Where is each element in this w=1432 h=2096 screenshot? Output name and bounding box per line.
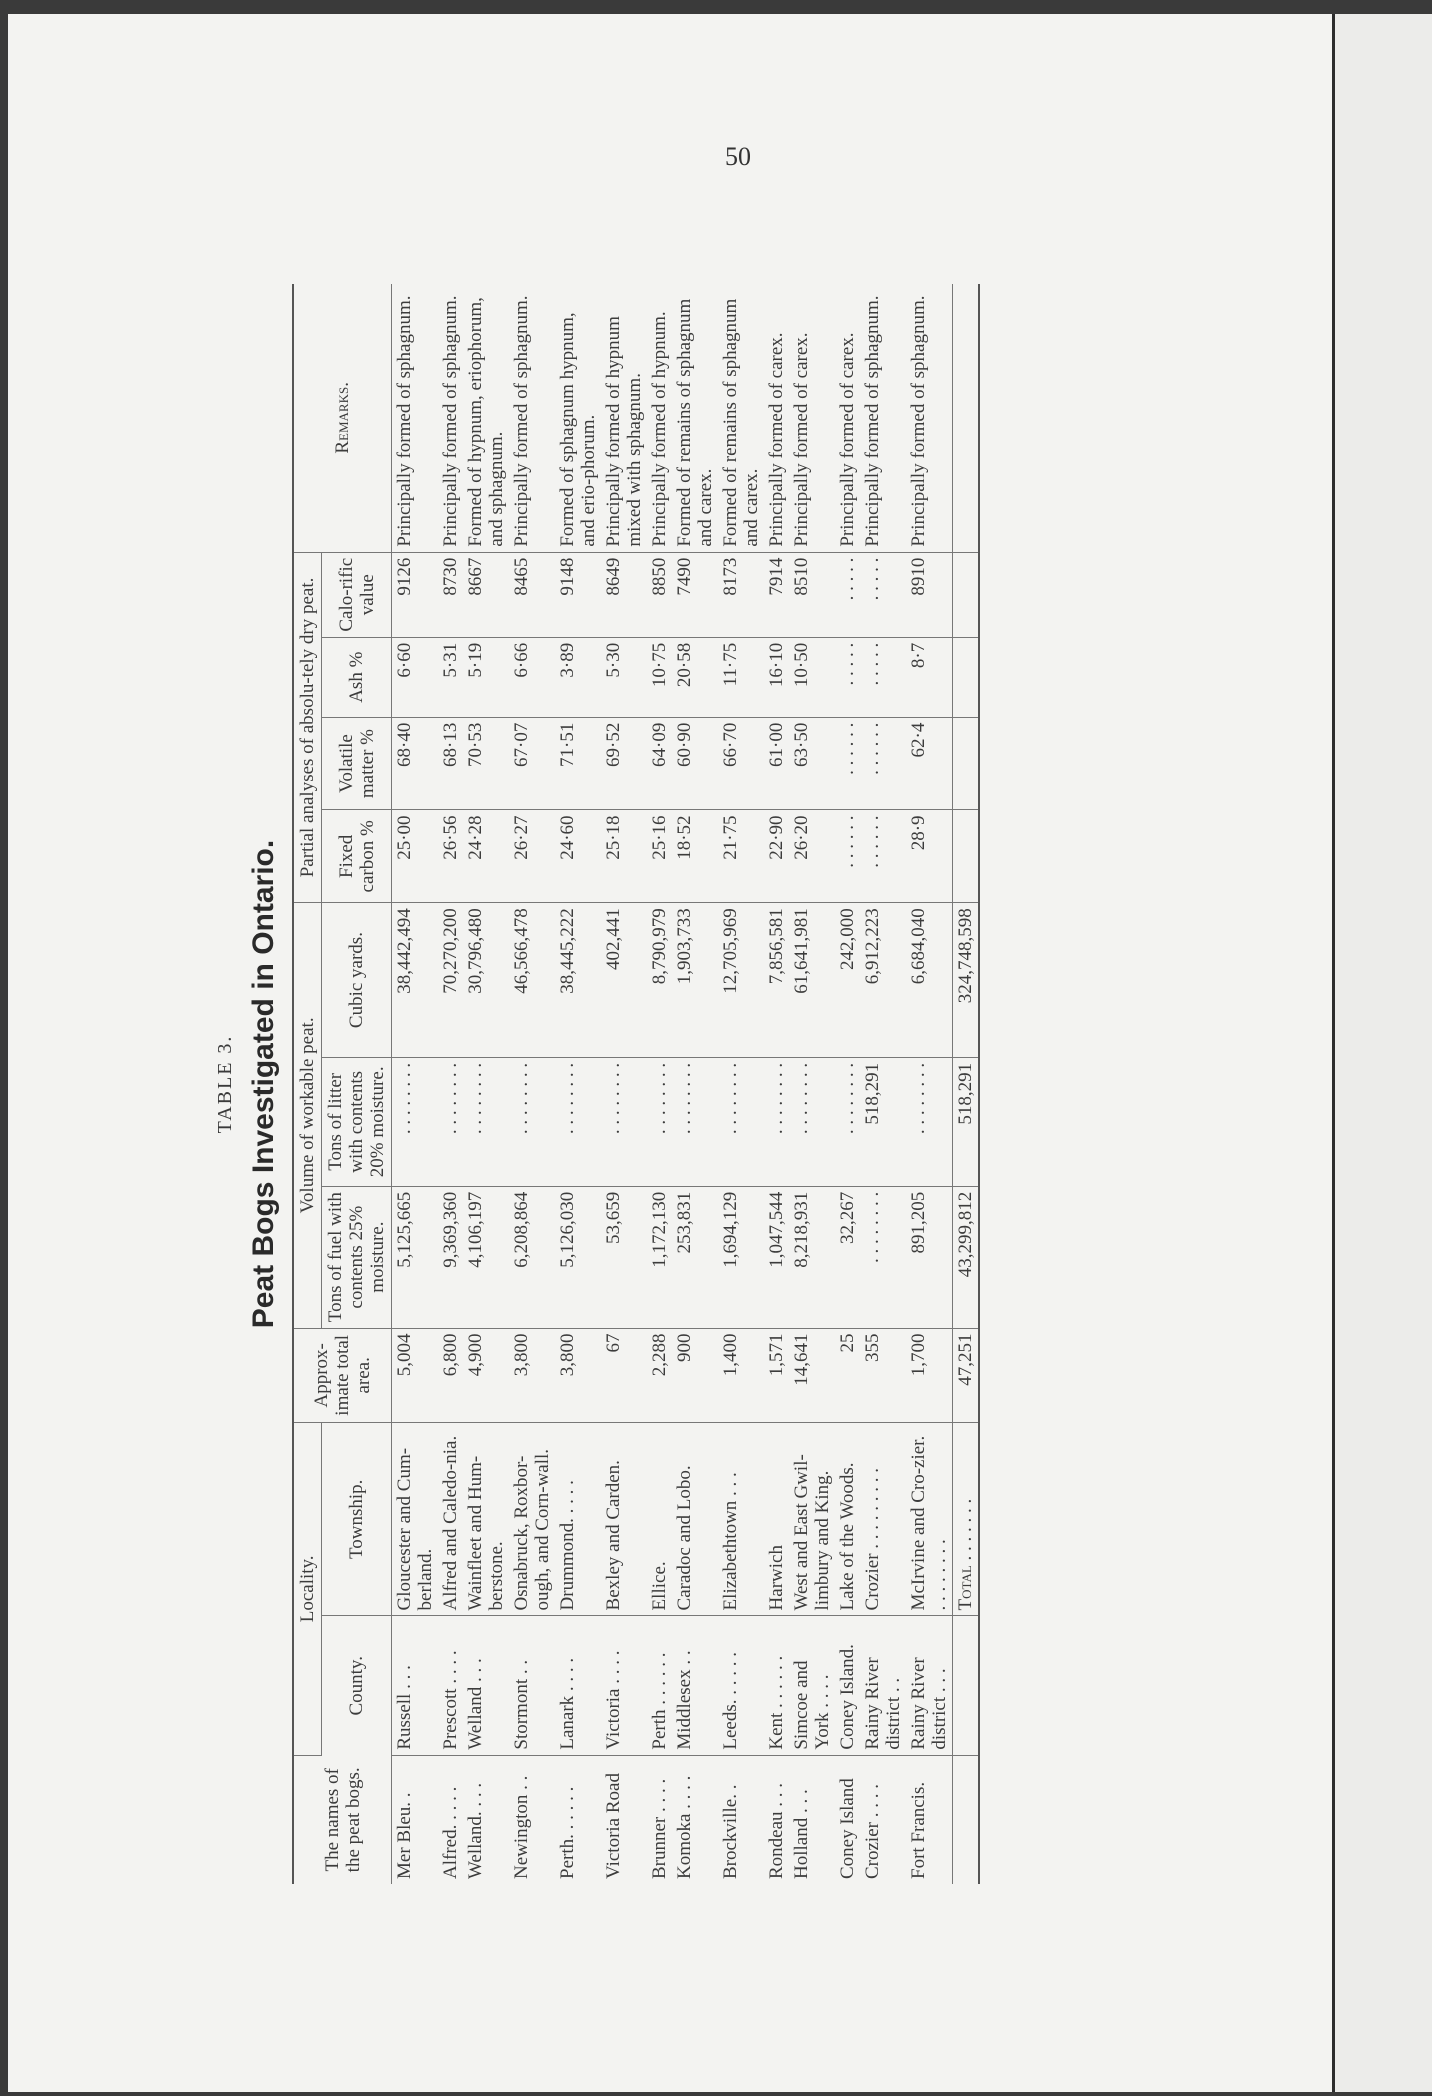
volatile-matter-cell: 68·40 — [392, 717, 439, 810]
ash-cell: 20·58 — [672, 637, 718, 717]
header-township: Township. — [322, 1423, 392, 1616]
area-cell: 4,900 — [463, 1328, 509, 1423]
volatile-matter-cell: 60·90 — [672, 717, 718, 810]
ash-cell: 5·30 — [601, 637, 647, 717]
calorific-value-cell: 8667 — [463, 552, 509, 637]
table-body — [392, 284, 980, 1884]
volatile-matter-cell: . . . . . . — [860, 717, 906, 810]
fuel-tons-cell: 8,218,931 — [789, 1186, 835, 1328]
table-row — [860, 284, 906, 1884]
county-cell: Rainy River district . . . — [906, 1616, 953, 1755]
adjacent-page-edge — [1332, 14, 1432, 2092]
volatile-matter-cell: 70·53 — [463, 717, 509, 810]
table-row — [601, 284, 647, 1884]
table-row — [906, 284, 953, 1884]
total-empty-cell — [953, 637, 980, 717]
table-row — [438, 284, 463, 1884]
ash-cell: . . . . . — [860, 637, 906, 717]
county-cell: Coney Island. — [835, 1616, 860, 1755]
ash-cell: 16·10 — [764, 637, 789, 717]
fixed-carbon-cell: 18·52 — [672, 810, 718, 903]
fixed-carbon-cell: 25·16 — [647, 810, 672, 903]
county-cell: Kent . . . . . . — [764, 1616, 789, 1755]
county-cell: Simcoe and York . . . . — [789, 1616, 835, 1755]
remarks-cell: Formed of remains of sphagnum and carex. — [672, 284, 718, 552]
fuel-tons-cell: 9,369,360 — [438, 1186, 463, 1328]
litter-tons-cell: . . . . . . . . — [463, 1057, 509, 1186]
township-cell: Harwich — [764, 1423, 789, 1616]
fuel-tons-cell: 1,047,544 — [764, 1186, 789, 1328]
ash-cell: . . . . . — [835, 637, 860, 717]
calorific-value-cell: . . . . . — [835, 552, 860, 637]
table-row — [718, 284, 764, 1884]
bog-name-cell: Brockville. . — [720, 1784, 741, 1879]
remarks-cell: Formed of hypnum, eriophorum, and sphagnum. — [463, 284, 509, 552]
township-cell: Drummond. . . . . — [555, 1423, 601, 1616]
area-cell: 1,571 — [764, 1328, 789, 1423]
cubic-yards-cell: 30,796,480 — [463, 903, 509, 1058]
calorific-value-cell: 8649 — [601, 552, 647, 637]
rotated-table-block — [208, 254, 1248, 1914]
litter-tons-cell: . . . . . . . . — [718, 1057, 764, 1186]
remarks-cell: Principally formed of sphagnum. — [509, 284, 555, 552]
volatile-matter-cell: 67·07 — [509, 717, 555, 810]
township-cell: Lake of the Woods. — [835, 1423, 860, 1616]
fixed-carbon-cell: 28·9 — [906, 810, 953, 903]
litter-tons-cell: . . . . . . . . — [835, 1057, 860, 1186]
total-litter: 518,291 — [953, 1057, 980, 1186]
fuel-tons-cell: . . . . . . . . — [860, 1186, 906, 1328]
total-cubic: 324,748,598 — [953, 903, 980, 1058]
remarks-cell: Formed of remains of sphagnum and carex. — [718, 284, 764, 552]
header-remarks: Remarks. — [293, 284, 392, 552]
header-calorific: Calo-rific value — [322, 552, 392, 637]
litter-tons-cell: . . . . . . . . — [789, 1057, 835, 1186]
total-empty-cell — [953, 1755, 980, 1884]
area-cell: 2,288 — [647, 1328, 672, 1423]
ash-cell: 6·60 — [392, 637, 439, 717]
cubic-yards-cell: 70,270,200 — [438, 903, 463, 1058]
township-cell: Elizabethtown . . . — [718, 1423, 764, 1616]
header-area: Approx-imate total area. — [293, 1328, 392, 1423]
header-fixed-carbon: Fixed carbon % — [322, 810, 392, 903]
litter-tons-cell: . . . . . . . . — [555, 1057, 601, 1186]
county-cell: Leeds. . . . . . — [718, 1616, 764, 1755]
volatile-matter-cell: 62·4 — [906, 717, 953, 810]
bog-name-cell: Newington . . — [511, 1775, 532, 1879]
calorific-value-cell: 8173 — [718, 552, 764, 637]
table-row — [647, 284, 672, 1884]
area-cell: 1,400 — [718, 1328, 764, 1423]
total-fuel: 43,299,812 — [953, 1186, 980, 1328]
ash-cell: 6·66 — [509, 637, 555, 717]
bog-name-cell: Holland . . . — [791, 1789, 812, 1879]
calorific-value-cell: 8910 — [906, 552, 953, 637]
remarks-cell: Principally formed of sphagnum. — [860, 284, 906, 552]
header-ash: Ash % — [322, 637, 392, 717]
litter-tons-cell: . . . . . . . . — [392, 1057, 439, 1186]
remarks-cell: Principally formed of carex. — [764, 284, 789, 552]
fixed-carbon-cell: . . . . . . — [835, 810, 860, 903]
litter-tons-cell: 518,291 — [860, 1057, 906, 1186]
table-row — [463, 284, 509, 1884]
header-county: County. — [322, 1616, 392, 1755]
total-empty-cell — [953, 284, 980, 552]
fuel-tons-cell: 891,205 — [906, 1186, 953, 1328]
county-cell: Russell . . . — [392, 1616, 439, 1755]
cubic-yards-cell: 1,903,733 — [672, 903, 718, 1058]
total-row — [953, 284, 980, 1884]
remarks-cell: Principally formed of sphagnum. — [392, 284, 439, 552]
header-litter: Tons of litter with contents 20% moisture. — [322, 1057, 392, 1186]
fuel-tons-cell: 1,172,130 — [647, 1186, 672, 1328]
total-area: 47,251 — [953, 1328, 980, 1423]
township-cell: West and East Gwil-limbury and King. — [789, 1423, 835, 1616]
county-cell: Stormont . . — [509, 1616, 555, 1755]
litter-tons-cell: . . . . . . . . — [601, 1057, 647, 1186]
calorific-value-cell: 9148 — [555, 552, 601, 637]
area-cell: 25 — [835, 1328, 860, 1423]
fuel-tons-cell: 253,831 — [672, 1186, 718, 1328]
document-page — [8, 14, 1332, 2092]
fuel-tons-cell: 32,267 — [835, 1186, 860, 1328]
county-cell: Middlesex . . — [672, 1616, 718, 1755]
area-cell: 5,004 — [392, 1328, 439, 1423]
volatile-matter-cell: 66·70 — [718, 717, 764, 810]
litter-tons-cell: . . . . . . . . — [509, 1057, 555, 1186]
calorific-value-cell: 8730 — [438, 552, 463, 637]
cubic-yards-cell: 38,442,494 — [392, 903, 439, 1058]
litter-tons-cell: . . . . . . . . — [672, 1057, 718, 1186]
total-empty-cell — [953, 552, 980, 637]
fixed-carbon-cell: 26·27 — [509, 810, 555, 903]
area-cell: 3,800 — [509, 1328, 555, 1423]
table-row — [835, 284, 860, 1884]
calorific-value-cell: 8510 — [789, 552, 835, 637]
header-locality: Locality. — [293, 1423, 322, 1756]
cubic-yards-cell: 6,912,223 — [860, 903, 906, 1058]
remarks-cell: Principally formed of sphagnum. — [438, 284, 463, 552]
table-row — [555, 284, 601, 1884]
county-cell: Lanark . . . . — [555, 1616, 601, 1755]
remarks-cell: Principally formed of sphagnum. — [906, 284, 953, 552]
township-cell: McIrvine and Cro-zier. . . . . . . . . — [906, 1423, 953, 1616]
cubic-yards-cell: 7,856,581 — [764, 903, 789, 1058]
township-cell: Crozier . . . . . . . . . — [860, 1423, 906, 1616]
ash-cell: 5·31 — [438, 637, 463, 717]
ash-cell: 10·50 — [789, 637, 835, 717]
volatile-matter-cell: . . . . . . — [835, 717, 860, 810]
volatile-matter-cell: 61·00 — [764, 717, 789, 810]
remarks-cell: Principally formed of carex. — [835, 284, 860, 552]
table-label: TABLE 3. — [214, 1034, 236, 1134]
county-cell: Perth . . . . . . — [647, 1616, 672, 1755]
cubic-yards-cell: 38,445,222 — [555, 903, 601, 1058]
bog-name-cell: Perth. . . . . . — [557, 1786, 578, 1879]
township-cell: Bexley and Carden. — [601, 1423, 647, 1616]
peat-bogs-table — [292, 284, 980, 1884]
total-label: Total . . . . . . . — [953, 1423, 980, 1616]
volatile-matter-cell: 71·51 — [555, 717, 601, 810]
remarks-cell: Principally formed of hypnum mixed with sphagnum. — [601, 284, 647, 552]
ash-cell: 5·19 — [463, 637, 509, 717]
bog-name-cell: Komoka . . . . — [674, 1775, 695, 1879]
fixed-carbon-cell: 22·90 — [764, 810, 789, 903]
table-row — [672, 284, 718, 1884]
table-row — [392, 284, 439, 1884]
bog-name-cell: Welland. . . . — [465, 1782, 486, 1879]
table-title: Peat Bogs Investigated in Ontario. — [247, 839, 280, 1329]
township-cell: Alfred and Caledo-nia. — [438, 1423, 463, 1616]
area-cell: 67 — [601, 1328, 647, 1423]
area-cell: 6,800 — [438, 1328, 463, 1423]
fixed-carbon-cell: 26·56 — [438, 810, 463, 903]
county-cell: Welland . . . — [463, 1616, 509, 1755]
remarks-cell: Principally formed of hypnum. — [647, 284, 672, 552]
fixed-carbon-cell: 24·28 — [463, 810, 509, 903]
table-row — [789, 284, 835, 1884]
table-row — [764, 284, 789, 1884]
area-cell: 3,800 — [555, 1328, 601, 1423]
cubic-yards-cell: 12,705,969 — [718, 903, 764, 1058]
area-cell: 900 — [672, 1328, 718, 1423]
cubic-yards-cell: 61,641,981 — [789, 903, 835, 1058]
calorific-value-cell: 8850 — [647, 552, 672, 637]
fuel-tons-cell: 6,208,864 — [509, 1186, 555, 1328]
header-volatile-matter: Volatile matter % — [322, 717, 392, 810]
total-empty-cell — [953, 1616, 980, 1755]
header-fuel: Tons of fuel with contents 25% moisture. — [322, 1186, 392, 1328]
ash-cell: 10·75 — [647, 637, 672, 717]
bog-name-cell: Rondeau . . . — [766, 1782, 787, 1879]
calorific-value-cell: . . . . . — [860, 552, 906, 637]
township-cell: Ellice. — [647, 1423, 672, 1616]
cubic-yards-cell: 6,684,040 — [906, 903, 953, 1058]
cubic-yards-cell: 46,566,478 — [509, 903, 555, 1058]
total-empty-cell — [953, 717, 980, 810]
calorific-value-cell: 8465 — [509, 552, 555, 637]
volatile-matter-cell: 69·52 — [601, 717, 647, 810]
fixed-carbon-cell: 25·00 — [392, 810, 439, 903]
header-volume: Volume of workable peat. — [293, 903, 322, 1328]
township-cell: Wainfleet and Hum-berstone. — [463, 1423, 509, 1616]
volatile-matter-cell: 63·50 — [789, 717, 835, 810]
fuel-tons-cell: 1,694,129 — [718, 1186, 764, 1328]
page-number: 50 — [725, 142, 751, 171]
fixed-carbon-cell: . . . . . . — [860, 810, 906, 903]
fixed-carbon-cell: 24·60 — [555, 810, 601, 903]
litter-tons-cell: . . . . . . . . — [906, 1057, 953, 1186]
township-cell: Gloucester and Cum-berland. — [392, 1423, 439, 1616]
volatile-matter-cell: 64·09 — [647, 717, 672, 810]
header-names: The names of the peat bogs. — [293, 1755, 392, 1884]
bog-name-cell: Brunner . . . . — [649, 1778, 670, 1879]
bog-name-cell: Mer Bleu. . — [394, 1792, 415, 1879]
bog-name-cell: Crozier . . . . — [862, 1784, 883, 1879]
ash-cell: 11·75 — [718, 637, 764, 717]
calorific-value-cell: 7490 — [672, 552, 718, 637]
calorific-value-cell: 7914 — [764, 552, 789, 637]
cubic-yards-cell: 242,000 — [835, 903, 860, 1058]
remarks-cell: Formed of sphagnum hypnum, and erio-phorum. — [555, 284, 601, 552]
litter-tons-cell: . . . . . . . . — [647, 1057, 672, 1186]
fixed-carbon-cell: 21·75 — [718, 810, 764, 903]
header-cubic: Cubic yards. — [322, 903, 392, 1058]
table-row — [509, 284, 555, 1884]
ash-cell: 8·7 — [906, 637, 953, 717]
township-cell: Osnabruck, Roxbor-ough, and Corn-wall. — [509, 1423, 555, 1616]
cubic-yards-cell: 8,790,979 — [647, 903, 672, 1058]
fuel-tons-cell: 5,125,665 — [392, 1186, 439, 1328]
area-cell: 14,641 — [789, 1328, 835, 1423]
header-partial-analyses: Partial analyses of absolu-tely dry peat. — [293, 552, 322, 903]
litter-tons-cell: . . . . . . . . — [764, 1057, 789, 1186]
county-cell: Rainy River district . . — [860, 1616, 906, 1755]
volatile-matter-cell: 68·13 — [438, 717, 463, 810]
bog-name-cell: Victoria Road — [603, 1773, 624, 1879]
ash-cell: 3·89 — [555, 637, 601, 717]
bog-name-cell: Alfred. . . . . — [440, 1786, 461, 1879]
area-cell: 355 — [860, 1328, 906, 1423]
total-empty-cell — [953, 810, 980, 903]
cubic-yards-cell: 402,441 — [601, 903, 647, 1058]
litter-tons-cell: . . . . . . . . — [438, 1057, 463, 1186]
fuel-tons-cell: 5,126,030 — [555, 1186, 601, 1328]
county-cell: Victoria . . . . — [601, 1616, 647, 1755]
area-cell: 1,700 — [906, 1328, 953, 1423]
fixed-carbon-cell: 25·18 — [601, 810, 647, 903]
bog-name-cell: Coney Island — [837, 1778, 858, 1879]
fixed-carbon-cell: 26·20 — [789, 810, 835, 903]
county-cell: Prescott . . . . — [438, 1616, 463, 1755]
fuel-tons-cell: 53,659 — [601, 1186, 647, 1328]
fuel-tons-cell: 4,106,197 — [463, 1186, 509, 1328]
bog-name-cell: Fort Francis. — [908, 1781, 929, 1879]
township-cell: Caradoc and Lobo. — [672, 1423, 718, 1616]
remarks-cell: Principally formed of carex. — [789, 284, 835, 552]
calorific-value-cell: 9126 — [392, 552, 439, 637]
